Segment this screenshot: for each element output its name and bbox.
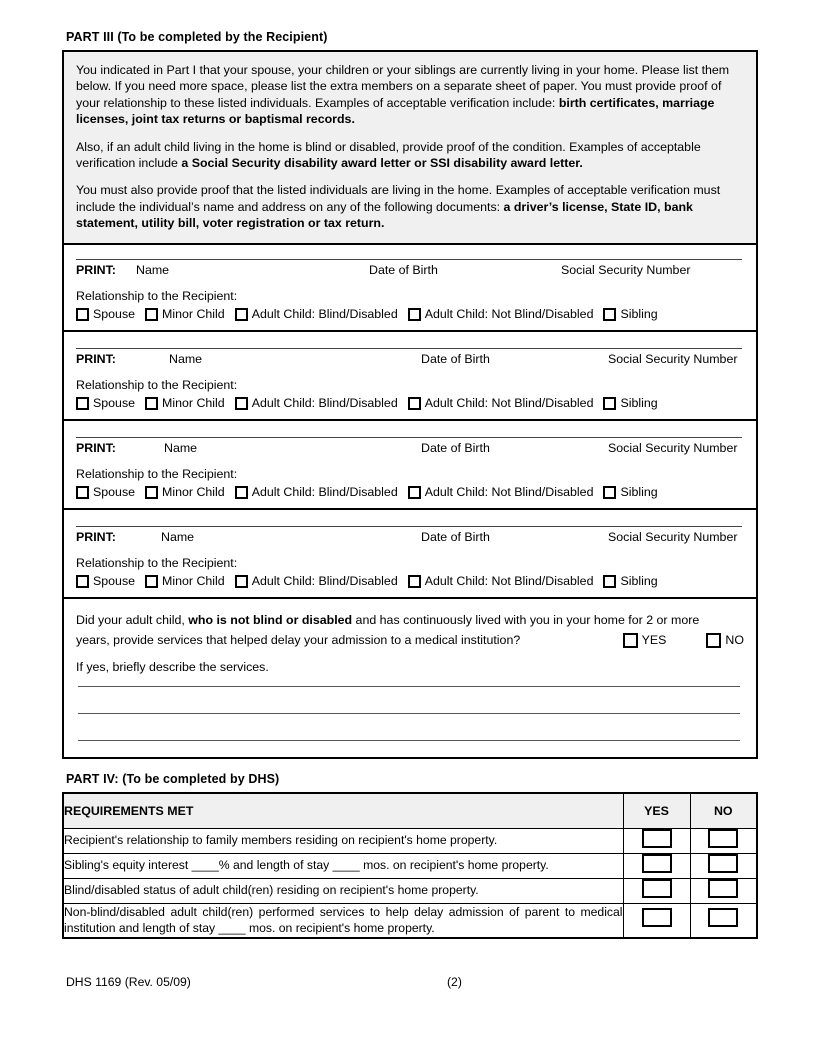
requirement-yes-checkbox[interactable] xyxy=(642,854,672,873)
name-label: Name xyxy=(169,352,203,367)
name-write-in-line[interactable] xyxy=(76,526,742,527)
name-label: Name xyxy=(161,530,195,545)
requirement-text-cell: Blind/disabled status of adult child(ren) residing on recipient's home property. xyxy=(63,878,623,903)
services-description-lines[interactable] xyxy=(76,686,744,741)
part-iv-section xyxy=(62,772,758,939)
relationship-option[interactable] xyxy=(76,485,135,499)
print-label: PRINT: xyxy=(76,530,116,545)
relationship-option-label: Spouse xyxy=(93,307,136,322)
relationship-option-label: Adult Child: Not Blind/Disabled xyxy=(424,396,594,411)
relationship-option[interactable] xyxy=(603,485,657,499)
question-text-line2: years, provide services that helped delay your admission to a medical institution? xyxy=(76,633,521,648)
question-text-bold: who is not blind or disabled xyxy=(188,613,353,628)
relationship-option[interactable] xyxy=(235,485,398,499)
relationship-option-label: Minor Child xyxy=(162,574,225,589)
relationship-label: Relationship to the Recipient: xyxy=(76,467,238,482)
requirement-yes-cell[interactable] xyxy=(623,903,690,938)
social-security-number-label: Social Security Number xyxy=(608,530,738,545)
name-write-in-line[interactable] xyxy=(76,348,742,349)
relationship-option[interactable] xyxy=(603,574,657,588)
relationship-option[interactable] xyxy=(145,574,225,588)
relationship-option[interactable] xyxy=(145,396,225,410)
requirement-yes-cell[interactable] xyxy=(623,853,690,878)
person-blocks-container xyxy=(64,245,756,599)
person-entry-block xyxy=(64,510,756,599)
relationship-option-label: Spouse xyxy=(93,485,136,500)
relationship-checkbox[interactable] xyxy=(603,575,616,588)
social-security-number-label: Social Security Number xyxy=(608,352,738,367)
relationship-option-label: Sibling xyxy=(620,307,658,322)
field-label-row xyxy=(76,530,744,549)
requirement-no-checkbox[interactable] xyxy=(708,854,738,873)
print-label: PRINT: xyxy=(76,441,116,456)
instruction-paragraph xyxy=(76,139,744,172)
requirement-text-cell: Non-blind/disabled adult child(ren) performed services to help delay admission of parent to medical institution and length of stay ____ mos. on recipient's home property. xyxy=(63,903,623,938)
page-footer xyxy=(62,975,758,993)
instruction-emphasis: birth certificates, marriage licenses, joint tax returns or baptismal records. xyxy=(76,95,715,127)
relationship-option-label: Adult Child: Blind/Disabled xyxy=(251,485,398,500)
adult-child-services-question-block xyxy=(64,599,756,756)
relationship-checkbox[interactable] xyxy=(145,575,158,588)
instruction-text: Also, if an adult child living in the home is blind or disabled, provide proof of the condition. Examples of acceptable verification include xyxy=(76,139,701,170)
requirement-no-checkbox[interactable] xyxy=(708,879,738,898)
relationship-checkbox[interactable] xyxy=(235,575,248,588)
relationship-checkbox[interactable] xyxy=(145,486,158,499)
social-security-number-label: Social Security Number xyxy=(608,441,738,456)
requirement-no-checkbox[interactable] xyxy=(708,908,738,927)
requirement-yes-cell[interactable] xyxy=(623,828,690,853)
person-entry-block xyxy=(64,245,756,332)
person-entry-block xyxy=(64,421,756,510)
description-write-in-line[interactable] xyxy=(78,713,740,714)
relationship-checkbox-row xyxy=(76,485,744,499)
column-header-requirements: REQUIREMENTS MET xyxy=(63,793,623,829)
relationship-option-label: Adult Child: Not Blind/Disabled xyxy=(424,307,594,322)
relationship-option-label: Spouse xyxy=(93,396,136,411)
relationship-label: Relationship to the Recipient: xyxy=(76,556,238,571)
relationship-checkbox[interactable] xyxy=(603,486,616,499)
person-entry-block xyxy=(64,332,756,421)
field-label-row xyxy=(76,352,744,371)
relationship-checkbox[interactable] xyxy=(76,486,89,499)
question-line-1 xyxy=(76,610,744,630)
relationship-checkbox[interactable] xyxy=(145,397,158,410)
instruction-paragraph xyxy=(76,62,744,128)
relationship-checkbox[interactable] xyxy=(408,486,421,499)
name-write-in-line[interactable] xyxy=(76,259,742,260)
relationship-option-label: Sibling xyxy=(620,574,658,589)
table-row xyxy=(63,853,757,878)
relationship-checkbox[interactable] xyxy=(235,486,248,499)
relationship-checkbox[interactable] xyxy=(408,308,421,321)
requirements-met-table xyxy=(62,792,758,939)
requirement-yes-checkbox[interactable] xyxy=(642,908,672,927)
question-text-part-b: and has continuously lived with you in your home for 2 or more xyxy=(352,613,700,628)
print-label: PRINT: xyxy=(76,263,116,278)
relationship-checkbox[interactable] xyxy=(76,575,89,588)
relationship-option[interactable] xyxy=(235,574,398,588)
relationship-label: Relationship to the Recipient: xyxy=(76,378,238,393)
table-row xyxy=(63,828,757,853)
description-write-in-line[interactable] xyxy=(78,686,740,687)
relationship-checkbox[interactable] xyxy=(145,308,158,321)
table-row xyxy=(63,903,757,938)
relationship-checkbox[interactable] xyxy=(235,308,248,321)
relationship-option[interactable] xyxy=(408,574,594,588)
requirement-text-cell: Recipient's relationship to family members residing on recipient's home property. xyxy=(63,828,623,853)
relationship-option-label: Adult Child: Blind/Disabled xyxy=(251,396,398,411)
date-of-birth-label: Date of Birth xyxy=(421,441,490,456)
table-header-row xyxy=(63,793,757,829)
requirement-no-checkbox[interactable] xyxy=(708,829,738,848)
requirement-yes-checkbox[interactable] xyxy=(642,879,672,898)
date-of-birth-label: Date of Birth xyxy=(369,263,438,278)
part-iii-section xyxy=(62,50,758,759)
relationship-option[interactable] xyxy=(235,396,398,410)
relationship-option-label: Minor Child xyxy=(162,307,225,322)
relationship-option-label: Adult Child: Blind/Disabled xyxy=(251,307,398,322)
instruction-emphasis: a driver’s license, State ID, bank statement, utility bill, voter registration or tax return. xyxy=(76,199,693,230)
relationship-checkbox[interactable] xyxy=(235,397,248,410)
question-line-2 xyxy=(76,630,744,650)
yes-checkbox[interactable] xyxy=(623,633,638,648)
social-security-number-label: Social Security Number xyxy=(561,263,691,278)
name-label: Name xyxy=(164,441,198,456)
relationship-option[interactable] xyxy=(76,574,135,588)
relationship-checkbox-row xyxy=(76,307,744,321)
instruction-text: You indicated in Part I that your spouse, your children or your siblings are currently living in your home. Please list them below. If you need more space, please list the extra members on a separate sheet of paper. You must provide proof of your relationship to these listed individuals. Examples of acceptable verification include: xyxy=(76,63,730,110)
relationship-option-label: Minor Child xyxy=(162,485,225,500)
relationship-option[interactable] xyxy=(145,307,225,321)
instructions-box xyxy=(64,52,756,245)
relationship-checkbox[interactable] xyxy=(603,397,616,410)
requirement-yes-checkbox[interactable] xyxy=(642,829,672,848)
requirement-text-cell: Sibling's equity interest ____% and length of stay ____ mos. on recipient's home property. xyxy=(63,853,623,878)
name-write-in-line[interactable] xyxy=(76,437,742,438)
requirement-no-cell[interactable] xyxy=(690,853,757,878)
description-write-in-line[interactable] xyxy=(78,740,740,741)
requirement-yes-cell[interactable] xyxy=(623,878,690,903)
page-number: (2) xyxy=(447,974,462,989)
relationship-checkbox[interactable] xyxy=(408,397,421,410)
part-iii-heading: PART III (To be completed by the Recipient) xyxy=(66,30,328,44)
no-checkbox[interactable] xyxy=(706,633,721,648)
relationship-option[interactable] xyxy=(76,396,135,410)
requirement-no-cell[interactable] xyxy=(690,903,757,938)
relationship-checkbox[interactable] xyxy=(603,308,616,321)
relationship-option-label: Minor Child xyxy=(162,396,225,411)
relationship-option-label: Adult Child: Blind/Disabled xyxy=(251,574,398,589)
column-header-no: NO xyxy=(690,793,757,829)
relationship-option[interactable] xyxy=(408,396,594,410)
date-of-birth-label: Date of Birth xyxy=(421,530,490,545)
question-no-option[interactable] xyxy=(706,630,744,650)
document-id: DHS 1169 (Rev. 05/09) xyxy=(66,974,191,989)
print-label: PRINT: xyxy=(76,352,116,367)
relationship-option[interactable] xyxy=(145,485,225,499)
if-yes-instruction: If yes, briefly describe the services. xyxy=(76,659,269,674)
relationship-option[interactable] xyxy=(76,307,135,321)
relationship-checkbox[interactable] xyxy=(408,575,421,588)
relationship-checkbox[interactable] xyxy=(76,308,89,321)
no-label: NO xyxy=(725,633,744,648)
requirement-no-cell[interactable] xyxy=(690,878,757,903)
relationship-option[interactable] xyxy=(235,307,398,321)
relationship-label: Relationship to the Recipient: xyxy=(76,289,238,304)
requirement-no-cell[interactable] xyxy=(690,828,757,853)
relationship-checkbox[interactable] xyxy=(76,397,89,410)
relationship-checkbox-row xyxy=(76,396,744,410)
relationship-option-label: Spouse xyxy=(93,574,136,589)
table-row xyxy=(63,878,757,903)
date-of-birth-label: Date of Birth xyxy=(421,352,490,367)
relationship-option[interactable] xyxy=(408,485,594,499)
relationship-option-label: Adult Child: Not Blind/Disabled xyxy=(424,485,594,500)
name-label: Name xyxy=(136,263,170,278)
instruction-text: You must also provide proof that the listed individuals are living in the home. Examples of acceptable verification must include the individual’s name and address on any of the following documents: xyxy=(76,183,721,214)
relationship-option-label: Sibling xyxy=(620,485,658,500)
instruction-emphasis: a Social Security disability award letter or SSI disability award letter. xyxy=(181,155,583,170)
part-iv-heading: PART IV: (To be completed by DHS) xyxy=(66,771,280,786)
relationship-option[interactable] xyxy=(603,396,657,410)
relationship-option-label: Sibling xyxy=(620,396,658,411)
relationship-option-label: Adult Child: Not Blind/Disabled xyxy=(424,574,594,589)
field-label-row xyxy=(76,263,744,282)
field-label-row xyxy=(76,441,744,460)
question-text-part-a: Did your adult child, xyxy=(76,613,189,628)
yes-label: YES xyxy=(641,633,667,648)
instruction-paragraph xyxy=(76,182,744,231)
relationship-option[interactable] xyxy=(408,307,594,321)
column-header-yes: YES xyxy=(623,793,690,829)
relationship-option[interactable] xyxy=(603,307,657,321)
question-yes-option[interactable] xyxy=(623,630,667,650)
relationship-checkbox-row xyxy=(76,574,744,588)
